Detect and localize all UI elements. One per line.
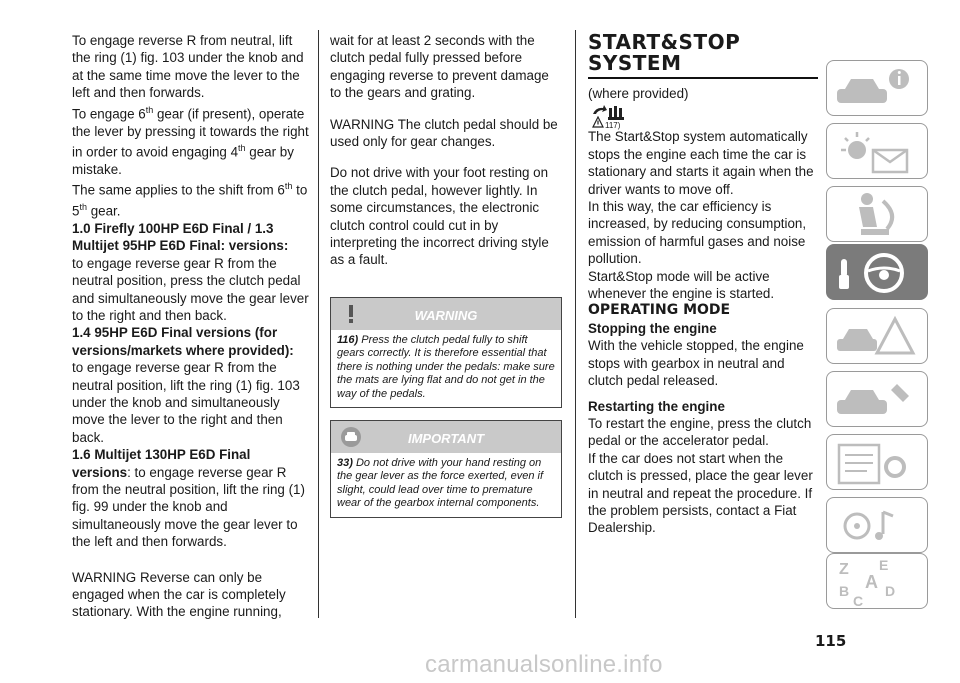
- tab-safety[interactable]: [826, 186, 928, 242]
- availability-note: (where provided): [588, 86, 689, 101]
- multimedia-icon: [827, 498, 929, 554]
- index-letter: C: [853, 593, 864, 609]
- warning-paragraph: WARNING The clutch pedal should be used only for gear changes.: [330, 116, 558, 150]
- warning-box: [330, 297, 562, 408]
- important-box-body: [331, 453, 561, 517]
- title-underline: [588, 77, 818, 79]
- subsection-heading: Restarting the engine: [588, 398, 725, 414]
- car-info-icon: [827, 61, 929, 117]
- index-letter: A: [865, 572, 878, 592]
- start-stop-symbol-row: [588, 102, 818, 131]
- car-service-icon: [827, 372, 929, 428]
- paragraph: to engage reverse gear R from the neutral position, lift the ring (1) fig. 103 under the knob and simultaneously move the lever to the right and then back.: [72, 360, 300, 445]
- spacer: [330, 150, 562, 164]
- text-span: gear.: [90, 203, 121, 219]
- page-number: 115: [815, 632, 847, 650]
- index-letter: E: [879, 557, 889, 573]
- paragraph: In this way, the car efficiency is increased, by reducing consumption, emission of harmful gases and noise pollution.: [588, 199, 807, 267]
- paragraph: The Start&Stop system automatically stops the engine each time the car is stationary and starts it again when the driver wants to move off.: [588, 129, 814, 197]
- paragraph: [72, 178, 312, 220]
- spacer: [72, 551, 312, 569]
- tab-car-info[interactable]: [826, 60, 928, 116]
- important-label: IMPORTANT: [407, 430, 485, 446]
- paragraph: With the vehicle stopped, the engine stops with gearbox in neutral and clutch pedal released.: [588, 338, 804, 389]
- column-2: [330, 32, 562, 518]
- warning-text: Press the clutch pedal fully to shift gears correctly. It is therefore essential that there is nothing under the pedals: make sure the mats are lying flat and do not get in the way of the pedals.: [337, 333, 555, 400]
- superscript: th: [79, 202, 87, 213]
- superscript: th: [284, 181, 293, 192]
- watermark: carmanualsonline.info: [425, 651, 663, 678]
- text-span: gear (if present), operate the lever by pressing it towards the right in order to avoid engaging 4: [72, 106, 309, 160]
- key-steering-wheel-icon: [827, 245, 929, 301]
- tab-starting-driving[interactable]: [826, 244, 928, 300]
- section-heading: 1.0 Firefly 100HP E6D Final / 1.3 Multijet 95HP E6D Final: versions:: [72, 220, 289, 254]
- index-letter: Z: [839, 561, 849, 578]
- inline-heading: 1.6 Multijet 130HP E6D Final versions: [72, 447, 251, 480]
- text-span: : to engage reverse gear R from the neutral position, lift the ring (1) fig. 99 under the knob and simultaneously move the gear lever to the left and then forwards.: [72, 464, 305, 550]
- tab-maintenance[interactable]: [826, 371, 928, 427]
- paragraph: Do not drive with your foot resting on the clutch pedal, however lightly. In some circumstances, the electronic clutch control could cut in by interpreting the incorrect driving style as a fault.: [330, 165, 549, 268]
- column-divider: [575, 30, 576, 618]
- seat-safety-icon: [827, 187, 929, 243]
- tab-multimedia[interactable]: [826, 497, 928, 553]
- warning-label: WARNING: [414, 307, 478, 323]
- tab-emergency[interactable]: [826, 308, 928, 364]
- text-span: The same applies to the shift from 6: [72, 182, 285, 198]
- text-span: to 5: [72, 182, 308, 219]
- note-reference: 116): [337, 333, 359, 346]
- index-letter: D: [885, 583, 896, 599]
- paragraph: To engage reverse R from neutral, lift the ring (1) fig. 103 under the knob and at the same time move the lever to the left and then forwards.: [72, 33, 304, 101]
- paragraph: [72, 102, 312, 179]
- paragraph: If the car does not start when the clutch is pressed, place the gear lever in neutral and repeat the procedure. If the problem persists, contact a Fiat Dealership.: [588, 450, 813, 536]
- emergency-triangle-icon: [827, 309, 929, 365]
- tab-warning-lights[interactable]: [826, 123, 928, 179]
- index-letter: B: [839, 583, 850, 599]
- tab-technical-data[interactable]: [826, 434, 928, 490]
- warning-lights-icon: [827, 124, 929, 180]
- paragraph: to engage reverse gear R from the neutral position, press the clutch pedal and simultaneously move the gear lever to the right and then back.: [72, 255, 309, 323]
- title-line: SYSTEM: [588, 51, 682, 75]
- spacer: [330, 102, 562, 116]
- column-3: [588, 32, 818, 537]
- paragraph: To restart the engine, press the clutch pedal or the accelerator pedal.: [588, 415, 812, 449]
- superscript: th: [145, 104, 154, 115]
- alphabetical-index-icon: [827, 554, 929, 610]
- text-span: gear by mistake.: [72, 144, 294, 177]
- paragraph: wait for at least 2 seconds with the clutch pedal fully pressed before engaging reverse to prevent damage to the gears and grating.: [330, 33, 549, 101]
- subsection-heading: Stopping the engine: [588, 320, 717, 336]
- warning-box-header: [331, 298, 561, 330]
- warning-paragraph: WARNING Reverse can only be engaged when the car is completely stationary. With the engine running,: [72, 569, 286, 620]
- column-1: [72, 32, 312, 621]
- subsection-title: OPERATING MODE: [588, 302, 731, 319]
- section-title: [588, 32, 818, 74]
- paragraph: [72, 446, 312, 550]
- warning-box-body: [331, 330, 561, 407]
- section-heading: 1.4 95HP E6D Final versions (for versions/markets where provided):: [72, 325, 294, 358]
- superscript: th: [238, 142, 246, 153]
- column-divider: [318, 30, 319, 618]
- tab-index[interactable]: [826, 553, 928, 609]
- note-reference: 33): [337, 456, 353, 469]
- title-line: START&STOP: [588, 30, 741, 54]
- technical-data-icon: [827, 435, 929, 491]
- important-box-header: [331, 421, 561, 453]
- text-span: To engage 6: [72, 106, 146, 122]
- warning-triangle-icon: [592, 116, 604, 128]
- paragraph: Start&Stop mode will be active whenever the engine is started.: [588, 268, 775, 302]
- note-reference: 117): [605, 121, 621, 131]
- important-box: [330, 420, 562, 518]
- important-text: Do not drive with your hand resting on the gear lever as the force exerted, even if slight, could lead over time to premature wear of the gearbox internal components.: [337, 456, 544, 510]
